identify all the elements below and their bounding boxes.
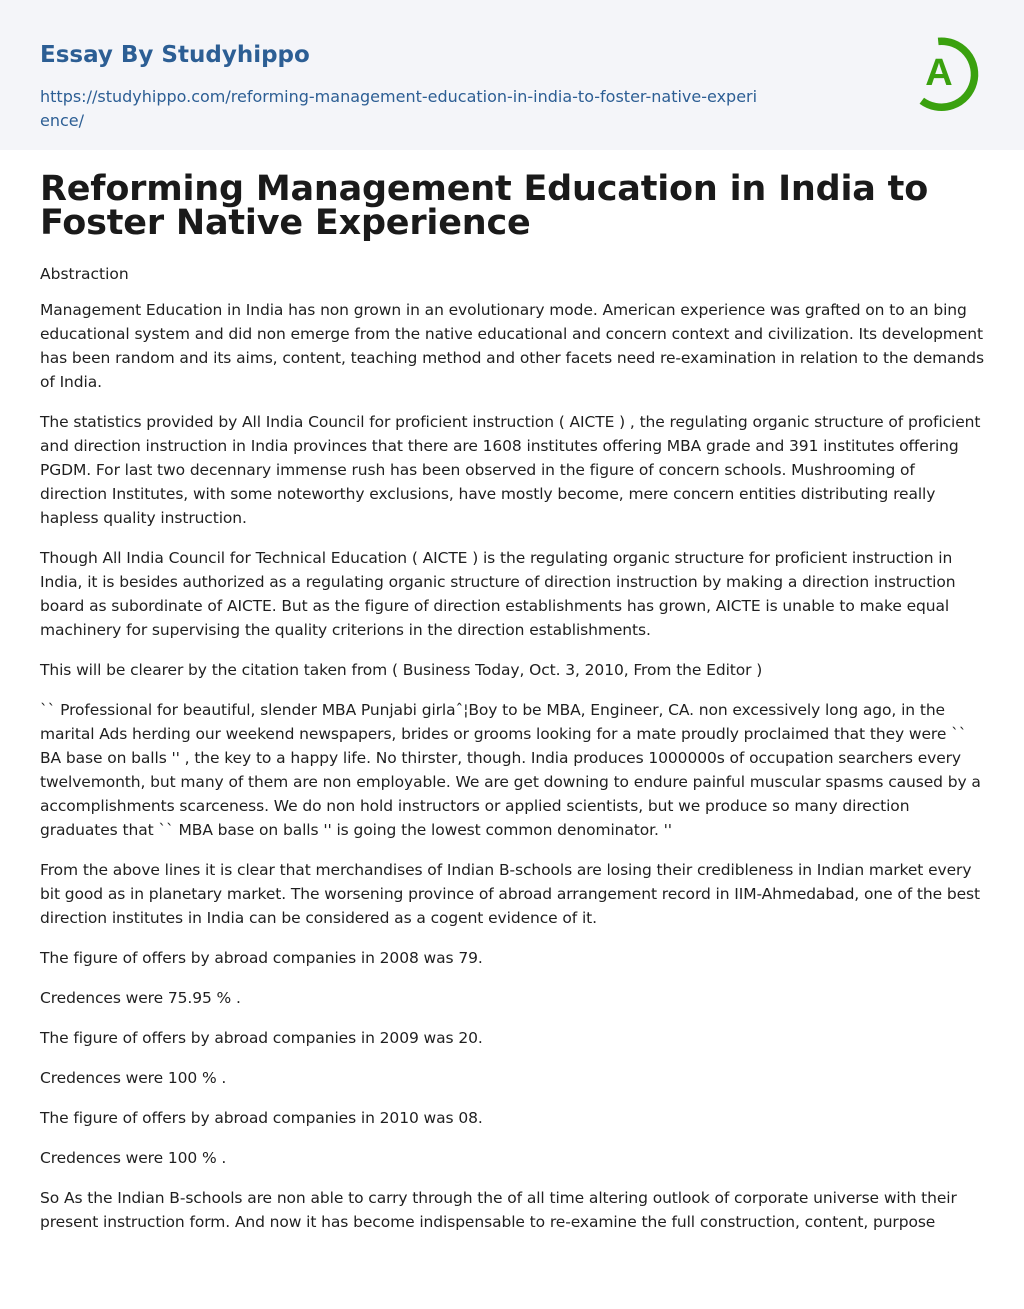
logo-letter: A: [925, 52, 953, 94]
paragraph: The statistics provided by All India Council for proficient instruction ( AICTE ) , the regulating organic structure of proficient and direction instruction in India provinces that there are 1608 institutes offering MBA grade and 391 institutes offering PGDM. For last two decennary immense rush has been observed in the figure of concern schools. Mushrooming of direction Institutes, with some noteworthy exclusions, have mostly become, mere concern entities distributing really hapless quality instruction.: [40, 413, 981, 527]
paragraph: Credences were 75.95 % .: [40, 989, 241, 1007]
paragraph: The figure of offers by abroad companies in 2009 was 20.: [40, 1029, 483, 1047]
site-header: [0, 0, 1024, 150]
paragraph: From the above lines it is clear that merchandises of Indian B-schools are losing their credibleness in Indian market every bit good as in planetary market. The worsening province of abroad arrangement record in IIM-Ahmedabad, one of the best direction institutes in India can be considered as a cogent evidence of it.: [40, 861, 980, 927]
article: [0, 150, 1024, 1234]
paragraph: Credences were 100 % .: [40, 1069, 227, 1087]
paragraph: The figure of offers by abroad companies in 2010 was 08.: [40, 1109, 483, 1127]
studyhippo-logo-icon[interactable]: [910, 29, 988, 117]
paragraph: Credences were 100 % .: [40, 1149, 227, 1167]
paragraph: The figure of offers by abroad companies in 2008 was 79.: [40, 949, 483, 967]
paragraph: Though All India Council for Technical Education ( AICTE ) is the regulating organic structure for proficient instruction in India, it is besides authorized as a regulating organic structure of direction instruction by making a direction instruction board as subordinate of AICTE. But as the figure of direction establishments has grown, AICTE is unable to make equal machinery for supervising the quality criterions in the direction establishments.: [40, 549, 956, 639]
paragraph: This will be clearer by the citation taken from ( Business Today, Oct. 3, 2010, From the Editor ): [40, 661, 763, 679]
paragraph: So As the Indian B-schools are non able to carry through the of all time altering outlook of corporate universe with their present instruction form. And now it has become indispensable to re-examine the full construction, content, purpose: [40, 1189, 957, 1231]
essay-url-link[interactable]: https://studyhippo.com/reforming-management-education-in-india-to-foster-native-experience/: [40, 87, 758, 130]
page-title: Reforming Management Education in India to Foster Native Experience: [40, 169, 929, 243]
site-brand[interactable]: Essay By Studyhippo: [40, 42, 310, 68]
paragraph: `` Professional for beautiful, slender MBA Punjabi girlaˆ¦Boy to be MBA, Engineer, CA. non excessively long ago, in the marital Ads herding our weekend newspapers, brides or grooms looking for a mate proudly proclaimed that they were `` BA base on balls '' , the key to a happy life. No thirster, though. India produces 1000000s of occupation searchers every twelvemonth, but many of them are non employable. We are get downing to endure painful muscular spasms caused by a accomplishments scarceness. We do non hold instructors or applied scientists, but we produce so many direction graduates that `` MBA base on balls '' is going the lowest common denominator. '': [40, 701, 981, 839]
section-heading: Abstraction: [40, 265, 129, 283]
paragraph: Management Education in India has non grown in an evolutionary mode. American experience was grafted on to an bing educational system and did non emerge from the native educational and concern context and civilization. Its development has been random and its aims, content, teaching method and other facets need re-examination in relation to the demands of India.: [40, 301, 984, 391]
